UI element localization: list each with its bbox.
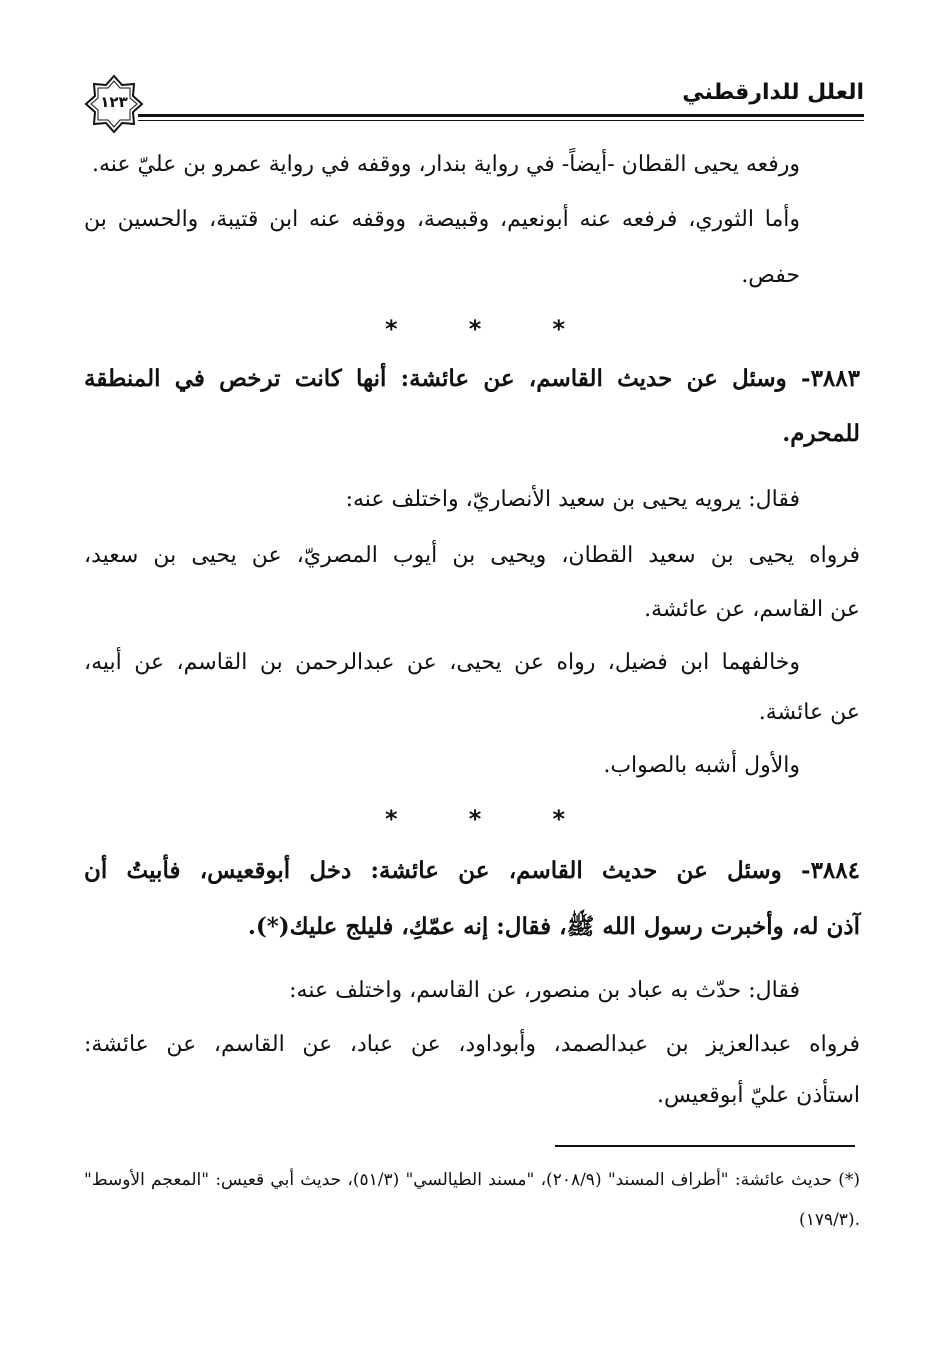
text-line: فقال: حدّث به عباد بن منصور، عن القاسم، واختلف عنه:: [289, 978, 800, 1003]
separator-star: *: [385, 315, 398, 343]
footnote-rule: [555, 1145, 855, 1147]
header-rule: [138, 114, 864, 122]
page-number-badge: [84, 74, 144, 134]
question-heading: آذن له، وأخبرت رسول الله ﷺ، فقال: إنه عمّكِ، فليلج عليك(*).: [247, 913, 860, 940]
text-line: فرواه يحيى بن سعيد القطان، ويحيى بن أيوب المصريّ، عن يحيى بن سعيد،: [84, 543, 860, 568]
text-line: عن عائشة.: [758, 700, 860, 725]
question-heading: للمحرم.: [782, 420, 860, 447]
text-line: وأما الثوري، فرفعه عنه أبونعيم، وقبيصة، ووقفه عنه ابن قتيبة، والحسين بن: [84, 207, 800, 232]
section-separator: [0, 805, 940, 835]
text-line: والأول أشبه بالصواب.: [603, 753, 800, 778]
text-line: حفص.: [741, 263, 800, 288]
text-line: وخالفهما ابن فضيل، رواه عن يحيى، عن عبدالرحمن بن القاسم، عن أبيه،: [84, 650, 800, 675]
separator-star: *: [468, 805, 482, 833]
text-line: فرواه عبدالعزيز بن عبدالصمد، وأبوداود، عن عباد، عن القاسم، عن عائشة:: [84, 1032, 860, 1057]
question-heading: ٣٨٨٤- وسئل عن حديث القاسم، عن عائشة: دخل أبوقعيس، فأبيتُ أن: [84, 857, 860, 884]
text-line: استأذن عليّ أبوقعيس.: [657, 1083, 860, 1108]
section-separator: [0, 315, 940, 345]
page-number: ١٢٣: [100, 93, 128, 111]
page-header: [84, 74, 864, 134]
question-heading: ٣٨٨٣- وسئل عن حديث القاسم، عن عائشة: أنها كانت ترخص في المنطقة: [84, 365, 860, 392]
separator-star: *: [468, 315, 482, 343]
text-line: عن القاسم، عن عائشة.: [644, 597, 860, 622]
footnote-line: (*) حديث عائشة: "أطراف المسند" (٢٠٨/٩)، "مسند الطيالسي" (٥١/٣)، حديث أبي قعيس: "المعجم الأوسط": [84, 1170, 860, 1190]
separator-star: *: [385, 805, 398, 833]
running-title: العلل للدارقطني: [682, 80, 864, 105]
text-line: ورفعه يحيى القطان -أيضاً- في رواية بندار، ووقفه في رواية عمرو بن عليّ عنه.: [92, 152, 800, 177]
footnote-line: (١٧٩/٣).: [799, 1210, 860, 1230]
text-line: فقال: يرويه يحيى بن سعيد الأنصاريّ، واختلف عنه:: [345, 487, 800, 512]
separator-star: *: [552, 805, 565, 833]
separator-star: *: [552, 315, 565, 343]
